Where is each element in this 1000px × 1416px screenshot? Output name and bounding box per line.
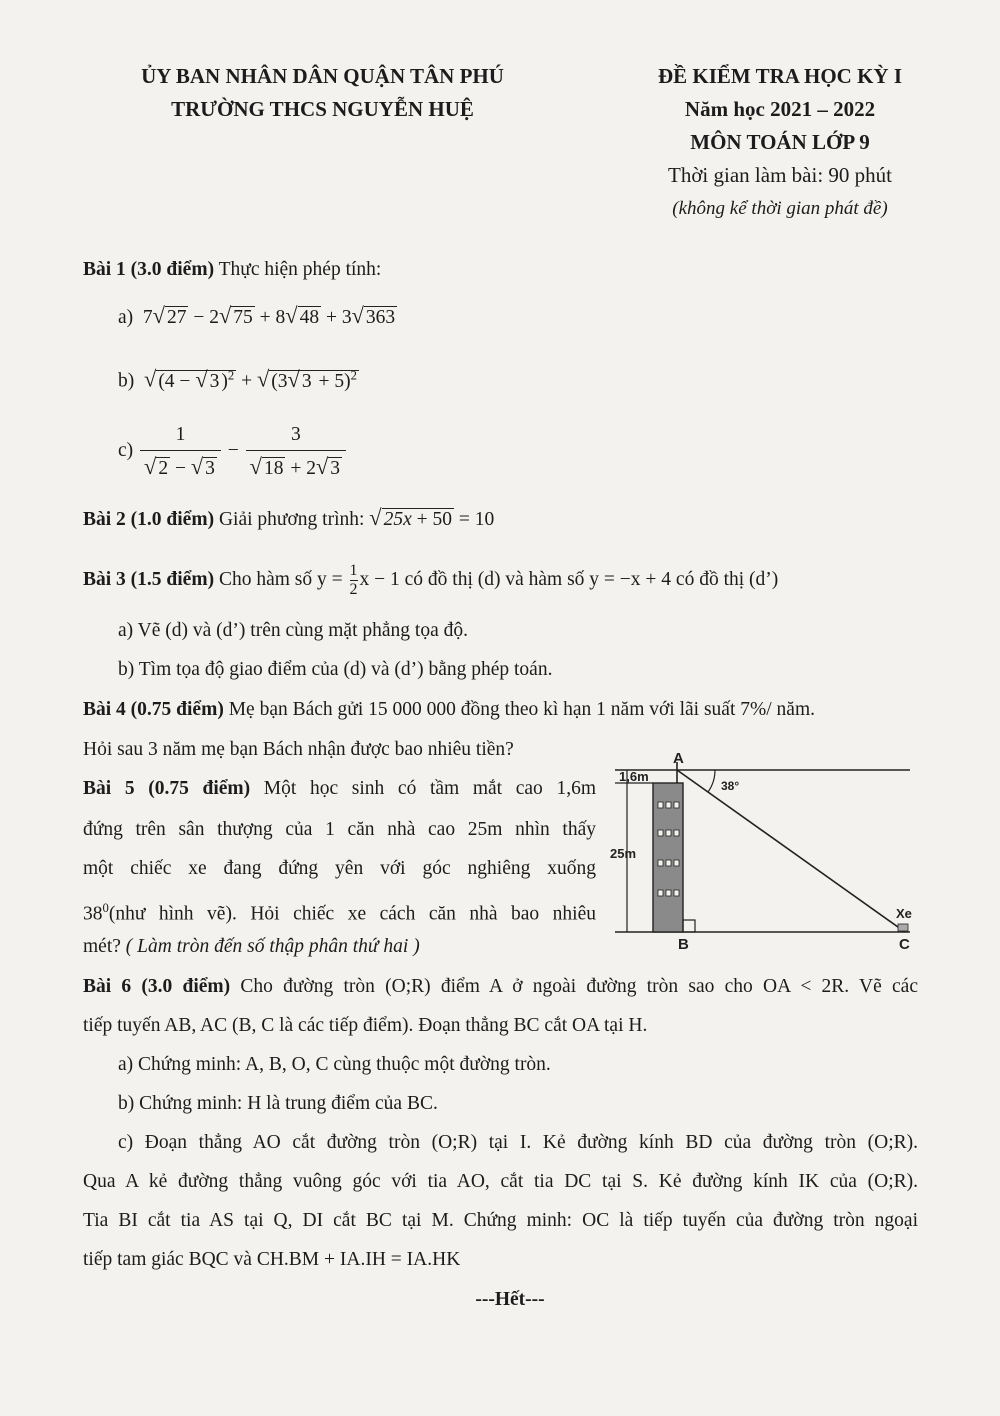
district-committee: ỦY BAN NHÂN DÂN QUẬN TÂN PHÚ xyxy=(141,64,504,88)
angle-arc xyxy=(708,770,715,792)
bai3-b: b) Tìm tọa độ giao điểm của (d) và (d’) bằng phép toán. xyxy=(118,659,553,680)
bai5-text1: Một học sinh có tầm mắt cao 1,6m xyxy=(250,778,596,799)
bai6-b: b) Chứng minh: H là trung điểm của BC. xyxy=(118,1093,438,1114)
bai1-c: c) $\frac{1}{√ 2 - √ 3}$ − $\frac{3}{√ 18 + 2√ 3}$ xyxy=(118,420,348,483)
bai5-line3: một chiếc xe đang đứng yên với góc nghiêng xuống xyxy=(83,858,596,879)
bai1-a: a) 7√ 27 − 2√ 75 + 8√ 48 + 3√ 363 xyxy=(118,303,396,328)
bai3-title: Bài 3 (1.5 điểm) xyxy=(83,568,215,590)
bai1-heading xyxy=(83,257,381,283)
line-of-sight xyxy=(677,770,905,932)
bai4-line2: Hỏi sau 3 năm mẹ bạn Bách nhận được bao nhiêu tiền? xyxy=(83,739,514,760)
school-name: TRƯỜNG THCS NGUYỄN HUỆ xyxy=(171,97,474,121)
bai5-text5: mét? xyxy=(83,936,126,957)
bai6-c1: c) Đoạn thẳng AO cắt đường tròn (O;R) tại I. Kẻ đường kính BD của đường tròn (O;R). xyxy=(118,1132,918,1153)
bai1-b-label: b) xyxy=(118,370,135,392)
bai2-text: Giải phương trình: xyxy=(214,509,370,530)
bai5-line4 xyxy=(83,895,596,928)
duration-note: (không kể thời gian phát đề) xyxy=(672,198,888,219)
right-angle-mark xyxy=(683,920,695,932)
label-C: C xyxy=(899,936,910,953)
bai3-heading: Bài 3 (1.5 điểm) Cho hàm số y = $\frac{1}{2}$ x − 1 có đồ thị (d) và hàm số y = −x + 4 có đồ thị (d’) xyxy=(83,562,779,598)
bai1-text: Thực hiện phép tính: xyxy=(214,259,382,280)
bai6-c3: Tia BI cắt tia AS tại Q, DI cắt BC tại M. Chứng minh: OC là tiếp tuyến của đường tròn ngoại xyxy=(83,1210,918,1231)
bai1-c-label: c) xyxy=(118,439,134,461)
bai6-line2: tiếp tuyến AB, AC (B, C là các tiếp điểm). Đoạn thẳng BC cắt OA tại H. xyxy=(83,1015,648,1036)
bai5-line5 xyxy=(83,934,420,960)
bai4-title: Bài 4 (0.75 điểm) xyxy=(83,699,224,720)
bai6-c2: Qua A kẻ đường thẳng vuông góc với tia AO, cắt tia DC tại S. Kẻ đường kính IK của (O;R). xyxy=(83,1171,918,1192)
duration: Thời gian làm bài: 90 phút xyxy=(668,163,892,187)
bai5-rounding-note: ( Làm tròn đến số thập phân thứ hai ) xyxy=(125,936,420,957)
bai4-text1: Mẹ bạn Bách gửi 15 000 000 đồng theo kì hạn 1 năm với lãi suất 7%/ năm. xyxy=(223,699,815,720)
bai4-line1 xyxy=(83,697,815,723)
header-left xyxy=(90,60,555,126)
bai3-text2: có đồ thị (d) và hàm số xyxy=(399,568,590,590)
bai5-angle-value: 38 xyxy=(83,903,103,925)
bai5-text4: (như hình vẽ). Hỏi chiếc xe cách căn nhà bao nhiêu xyxy=(108,903,596,925)
bai3-text1: Cho hàm số xyxy=(214,568,317,590)
end-mark: ---Hết--- xyxy=(475,1289,545,1310)
bai6-text1: Cho đường tròn (O;R) điểm A ở ngoài đường tròn sao cho OA < 2R. Vẽ các xyxy=(230,976,918,997)
bai2: Bài 2 (1.0 điểm) Giải phương trình: √ 25x + 50 = 10 xyxy=(83,505,495,530)
bai2-title: Bài 2 (1.0 điểm) xyxy=(83,509,215,530)
label-A: A xyxy=(673,750,684,767)
bai1-b: b) √ (4 − √ 3 )$^2$ + √ (3√ 3 + 5)$^2$ xyxy=(118,366,357,392)
label-xe: Xe xyxy=(896,906,912,921)
label-eye-height: 1,6m xyxy=(619,769,649,784)
bai5-figure xyxy=(605,750,925,955)
label-house-height: 25m xyxy=(610,846,637,861)
label-B: B xyxy=(678,936,689,953)
school-year: Năm học 2021 – 2022 xyxy=(684,97,876,121)
label-angle: 38° xyxy=(721,779,740,793)
bai5-line2: đứng trên sân thượng của 1 căn nhà cao 25m nhìn thấy xyxy=(83,819,596,840)
bai6-line1 xyxy=(83,974,918,1000)
bai1-title: Bài 1 (3.0 điểm) xyxy=(83,259,215,280)
subject: MÔN TOÁN LỚP 9 xyxy=(690,130,870,154)
bai5-line1 xyxy=(83,776,596,802)
bai1-a-label: a) xyxy=(118,307,134,328)
bai6-c4: tiếp tam giác BQC và CH.BM + IA.IH = IA.HK xyxy=(83,1249,461,1270)
car xyxy=(898,924,908,931)
bai3-a: a) Vẽ (d) và (d’) trên cùng mặt phẳng tọa độ. xyxy=(118,620,468,641)
bai3-text3: có đồ thị (d’) xyxy=(671,568,779,590)
bai6-a: a) Chứng minh: A, B, O, C cùng thuộc một đường tròn. xyxy=(118,1054,551,1075)
header-right xyxy=(630,60,930,225)
bai6-title: Bài 6 (3.0 điểm) xyxy=(83,976,231,997)
exam-title: ĐỀ KIỂM TRA HỌC KỲ I xyxy=(657,64,903,88)
bai5-title: Bài 5 (0.75 điểm) xyxy=(83,778,251,799)
bai5-angle-degree: 0 xyxy=(102,901,109,915)
